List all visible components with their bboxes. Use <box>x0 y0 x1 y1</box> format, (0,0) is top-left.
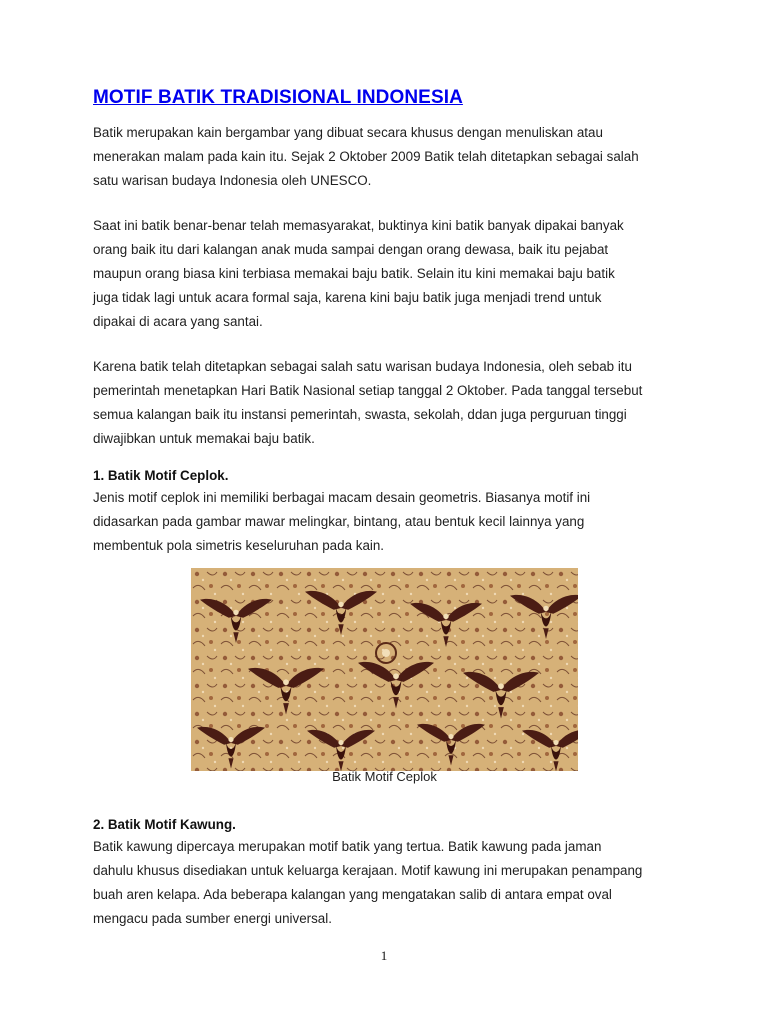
figure-caption: Batik Motif Ceplok <box>332 769 437 784</box>
text-line: Saat ini batik benar-benar telah memasyarakat, buktinya kini batik banyak dipakai banyak <box>93 218 624 233</box>
intro-paragraph-1 <box>93 121 693 193</box>
text-line: Batik kawung dipercaya merupakan motif batik yang tertua. Batik kawung pada jaman <box>93 839 602 854</box>
text-line: semua kalangan baik itu instansi pemerintah, swasta, sekolah, ddan juga perguruan tinggi <box>93 407 627 422</box>
text-line: dahulu khusus disediakan untuk keluarga kerajaan. Motif kawung ini merupakan penampang <box>93 863 643 878</box>
batik-pattern-illustration <box>191 568 578 771</box>
text-line: mengacu pada sumber energi universal. <box>93 911 332 926</box>
text-line: membentuk pola simetris keseluruhan pada kain. <box>93 538 385 553</box>
text-line: maupun orang biasa kini terbiasa memakai baju batik. Selain itu kini memakai baju batik <box>93 266 615 281</box>
text-line: didasarkan pada gambar mawar melingkar, bintang, atau bentuk kecil lainnya yang <box>93 514 585 529</box>
text-line: dipakai di acara yang santai. <box>93 314 263 329</box>
text-line: orang baik itu dari kalangan anak muda sampai dengan orang dewasa, baik itu pejabat <box>93 242 609 257</box>
section-text-kawung <box>93 835 693 931</box>
batik-ceplok-image <box>191 568 578 771</box>
intro-paragraph-2 <box>93 214 693 334</box>
text-line: menerakan malam pada kain itu. Sejak 2 Oktober 2009 Batik telah ditetapkan sebagai salah <box>93 149 639 164</box>
text-line: satu warisan budaya Indonesia oleh UNESCO. <box>93 173 372 188</box>
text-line: pemerintah menetapkan Hari Batik Nasional setiap tanggal 2 Oktober. Pada tanggal tersebut <box>93 383 643 398</box>
text-line: Jenis motif ceplok ini memiliki berbagai macam desain geometris. Biasanya motif ini <box>93 490 591 505</box>
text-line: juga tidak lagi untuk acara formal saja, karena kini baju batik juga menjadi trend untuk <box>93 290 602 305</box>
intro-paragraph-3 <box>93 355 693 451</box>
text-line: buah aren kelapa. Ada beberapa kalangan yang mengatakan salib di antara empat oval <box>93 887 612 902</box>
section-heading-ceplok: 1. Batik Motif Ceplok. <box>93 468 229 483</box>
text-line: diwajibkan untuk memakai baju batik. <box>93 431 315 446</box>
text-line: Batik merupakan kain bergambar yang dibuat secara khusus dengan menuliskan atau <box>93 125 603 140</box>
document-title-link[interactable]: MOTIF BATIK TRADISIONAL INDONESIA <box>93 87 463 108</box>
text-line: Karena batik telah ditetapkan sebagai salah satu warisan budaya Indonesia, oleh sebab itu <box>93 359 632 374</box>
section-heading-kawung: 2. Batik Motif Kawung. <box>93 817 236 832</box>
section-text-ceplok <box>93 486 693 558</box>
page-number: 1 <box>380 948 388 963</box>
